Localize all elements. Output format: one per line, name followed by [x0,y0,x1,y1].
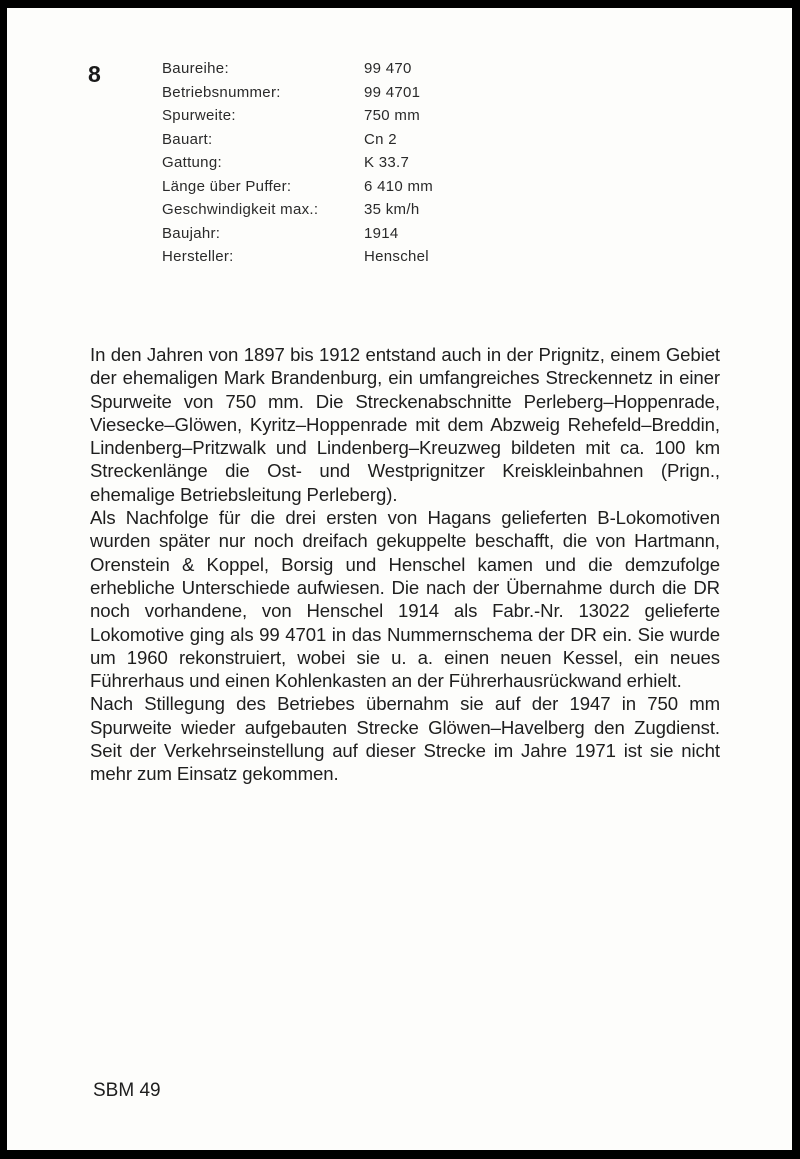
spec-row [162,57,564,81]
spec-value: 35 km/h [364,201,420,218]
spec-value: 99 470 [364,60,412,77]
paragraph: Als Nachfolge für die drei ersten von Hagans gelieferten B-Lokomotiven wurden später nur noch dreifach gekuppelte beschafft, die von Hartmann, Orenstein & Koppel, Borsig und Henschel kamen und die demzufolge erhebliche Unterschiede aufwiesen. Die nach der Übernahme durch die DR noch vorhandene, von Henschel 1914 als Fabr.-Nr. 13022 gelieferte Lokomotive ging als 99 4701 in das Nummernschema der DR ein. Sie wurde um 1960 rekonstruiert, wobei sie u. a. einen neuen Kessel, ein neues Führerhaus und einen Kohlenkasten an der Führerhausrückwand erhielt. [90,507,720,692]
spec-label: Hersteller: [162,248,234,265]
spec-value: 99 4701 [364,83,421,101]
spec-row [162,175,564,199]
spec-value: K 33.7 [364,154,410,171]
spec-value: Cn 2 [364,130,397,148]
paragraph: Nach Stillegung des Betriebes übernahm sie auf der 1947 in 750 mm Spurweite wieder aufgebauten Strecke Glöwen–Havelberg den Zugdienst. Seit der Verkehrseinstellung auf dieser Strecke im Jahre 1971 ist sie nicht mehr zum Einsatz gekommen. [90,693,720,785]
spec-row [162,245,564,269]
spec-value: 1914 [364,224,399,242]
footer-code: SBM 49 [93,1080,161,1101]
card-number: 8 [88,61,101,87]
spec-row [162,151,564,175]
spec-label: Baureihe: [162,60,229,77]
specs-table [162,57,564,269]
spec-label: Gattung: [162,154,222,171]
paragraph: In den Jahren von 1897 bis 1912 entstand auch in der Prignitz, einem Gebiet der ehemaligen Mark Brandenburg, ein umfangreiches Streckennetz in einer Spurweite von 750 mm. Die Streckenabschnitte Perleberg–Hoppenrade, Viesecke–Glöwen, Kyritz–Hoppenrade mit dem Abzweig Rehefeld–Breddin, Lindenberg–Pritzwalk und Lindenberg–Kreuzweg bildeten mit ca. 100 km Streckenlänge die Ost- und Westprignitzer Kreiskleinbahnen (Prign., ehemalige Betriebsleitung Perleberg). [90,344,720,505]
spec-label: Spurweite: [162,107,236,124]
spec-row [162,222,564,246]
spec-row [162,104,564,128]
spec-value: Henschel [364,248,429,265]
spec-label: Betriebsnummer: [162,83,281,101]
spec-value: 750 mm [364,107,420,124]
info-card [7,8,792,1150]
body-text [90,343,720,786]
spec-row [162,128,564,152]
spec-label: Bauart: [162,130,213,148]
spec-value: 6 410 mm [364,177,434,195]
spec-label: Baujahr: [162,224,221,242]
spec-label: Länge über Puffer: [162,177,292,195]
spec-row [162,198,564,222]
spec-label: Geschwindigkeit max.: [162,201,319,218]
spec-row [162,81,564,105]
